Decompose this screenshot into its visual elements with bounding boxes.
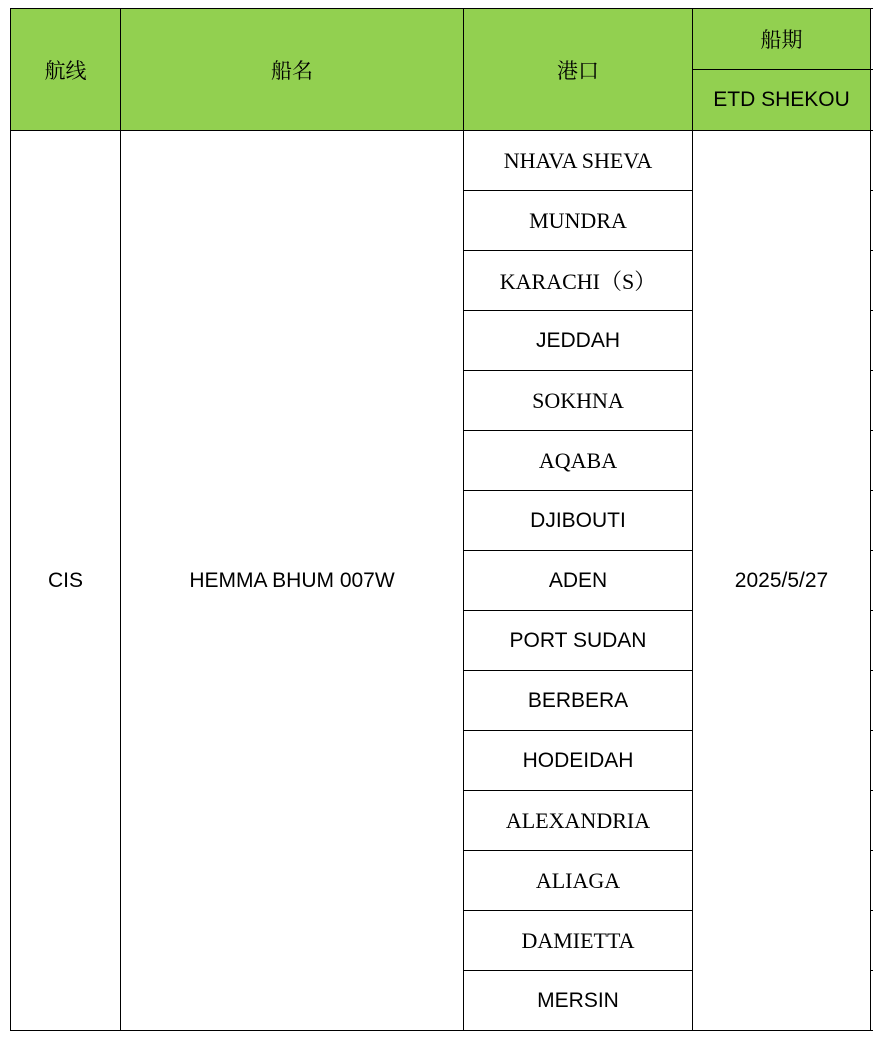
port-cell: AQABA — [464, 431, 693, 491]
port-cell: JEDDAH — [464, 311, 693, 371]
header-etd-shekou: ETD SHEKOU — [693, 70, 871, 131]
port-cell: MERSIN — [464, 971, 693, 1031]
port-cell: HODEIDAH — [464, 731, 693, 791]
port-cell: NHAVA SHEVA — [464, 131, 693, 191]
vessel-cell: HEMMA BHUM 007W — [121, 131, 464, 1031]
header-schedule: 船期 — [693, 9, 871, 70]
port-cell: ADEN — [464, 551, 693, 611]
header-route: 航线 — [11, 9, 121, 131]
port-cell: MUNDRA — [464, 191, 693, 251]
port-cell: DAMIETTA — [464, 911, 693, 971]
port-cell: PORT SUDAN — [464, 611, 693, 671]
route-cell: CIS — [11, 131, 121, 1031]
header-vessel: 船名 — [121, 9, 464, 131]
port-cell: KARACHI（S） — [464, 251, 693, 311]
port-cell: ALIAGA — [464, 851, 693, 911]
schedule-sheet — [10, 8, 873, 1031]
port-cell: DJIBOUTI — [464, 491, 693, 551]
port-cell: BERBERA — [464, 671, 693, 731]
header-port: 港口 — [464, 9, 693, 131]
shipping-schedule-table — [10, 8, 873, 1031]
etd-date-cell: 2025/5/27 — [693, 131, 871, 1031]
port-cell: SOKHNA — [464, 371, 693, 431]
port-cell: ALEXANDRIA — [464, 791, 693, 851]
